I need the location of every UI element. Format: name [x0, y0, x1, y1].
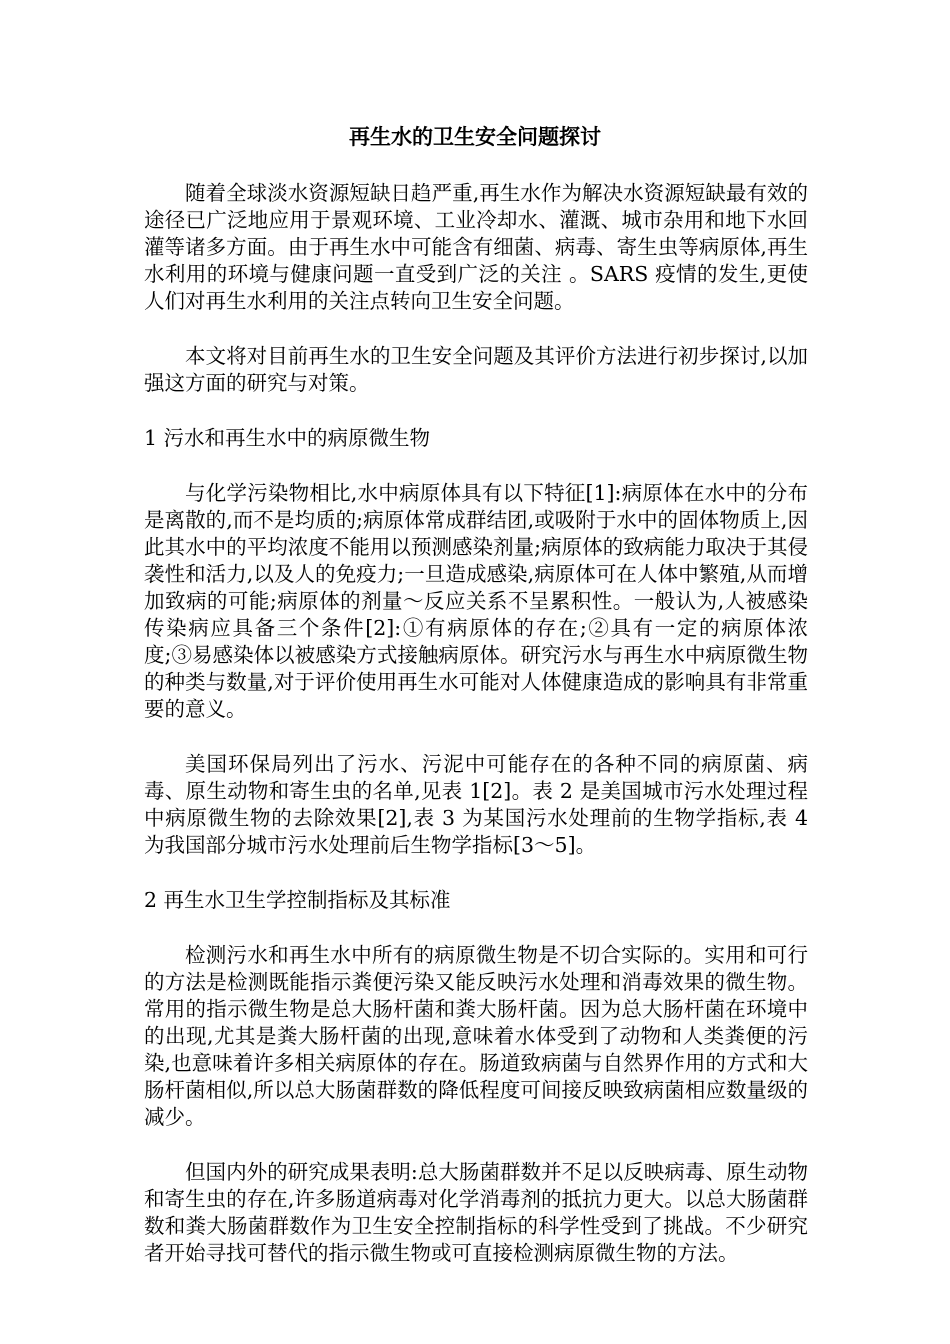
- pathogen-features-paragraph: 与化学污染物相比,水中病原体具有以下特征[1]:病原体在水中的分布是离散的,而不是均质的;病原体常成群结团,或吸附于水中的固体物质上,因此其水中的平均浓度不能用以预测感染剂量;病原体的致病能力取决于其侵袭性和活力,以及人的免疫力;一旦造成感染,病原体可在人体中繁殖,从而增加致病的可能;病原体的剂量～反应关系不呈累积性。一般认为,人被感染传染病应具备三个条件[2]:①有病原体的存在;②具有一定的病原体浓度;③易感染体以被感染方式接触病原体。研究污水与再生水中病原微生物的种类与数量,对于评价使用再生水可能对人体健康造成的影响具有非常重要的意义。: [144, 481, 808, 721]
- section-heading-1: 1 污水和再生水中的病原微生物: [144, 426, 431, 450]
- section-heading-2: 2 再生水卫生学控制指标及其标准: [144, 888, 451, 912]
- research-paragraph: 但国内外的研究成果表明:总大肠菌群数并不足以反映病毒、原生动物和寄生虫的存在,许多肠道病毒对化学消毒剂的抵抗力更大。以总大肠菌群数和粪大肠菌群数作为卫生安全控制指标的科学性受到了挑战。不少研究者开始寻找可替代的指示微生物或可直接检测病原微生物的方法。: [144, 1160, 808, 1265]
- purpose-paragraph: 本文将对目前再生水的卫生安全问题及其评价方法进行初步探讨,以加强这方面的研究与对策。: [144, 344, 808, 395]
- epa-list-paragraph: 美国环保局列出了污水、污泥中可能存在的各种不同的病原菌、病毒、原生动物和寄生虫的名单,见表 1[2]。表 2 是美国城市污水处理过程中病原微生物的去除效果[2],表 3 为某国污水处理前的生物学指标,表 4 为我国部分城市污水处理前后生物学指标[3～5]。: [144, 752, 808, 857]
- intro-paragraph: 随着全球淡水资源短缺日趋严重,再生水作为解决水资源短缺最有效的途径已广泛地应用于景观环境、工业冷却水、灌溉、城市杂用和地下水回灌等诸多方面。由于再生水中可能含有细菌、病毒、寄生虫等病原体,再生水利用的环境与健康问题一直受到广泛的关注 。SARS 疫情的发生,更使人们对再生水利用的关注点转向卫生安全问题。: [144, 181, 808, 313]
- document-title: 再生水的卫生安全问题探讨: [349, 124, 601, 149]
- indicator-paragraph: 检测污水和再生水中所有的病原微生物是不切合实际的。实用和可行的方法是检测既能指示粪便污染又能反映污水处理和消毒效果的微生物。常用的指示微生物是总大肠杆菌和粪大肠杆菌。因为总大肠杆菌在环境中的出现,尤其是粪大肠杆菌的出现,意味着水体受到了动物和人类粪便的污染,也意味着许多相关病原体的存在。肠道致病菌与自然界作用的方式和大肠杆菌相似,所以总大肠菌群数的降低程度可间接反映致病菌相应数量级的减少。: [144, 943, 808, 1129]
- document-body: [144, 180, 808, 1295]
